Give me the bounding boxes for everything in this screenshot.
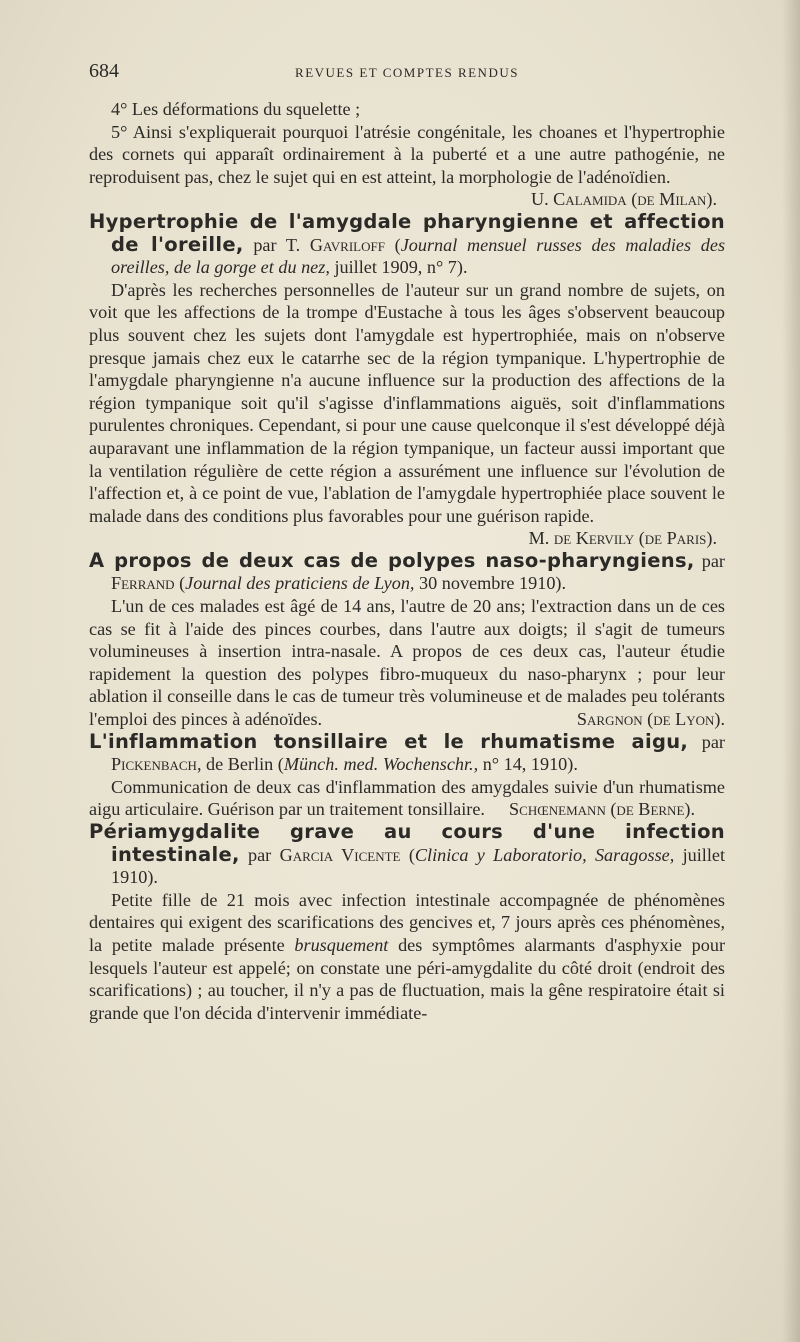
article-author-4: Garcia Vicente — [279, 844, 401, 865]
page-header — [89, 60, 725, 88]
article-journal-2: Journal des praticiens de Lyon, — [185, 573, 415, 594]
page-number: 684 — [89, 60, 119, 82]
article-heading-2 — [89, 550, 725, 595]
article-date-1: juillet 1909, n° 7). — [334, 257, 468, 278]
article-heading-4 — [89, 821, 725, 889]
ref-open-4: ( — [408, 844, 415, 865]
ref-open-3: ( — [277, 754, 284, 775]
article-par-3: par — [701, 731, 725, 752]
article-title-4: Périamygdalite grave au cours d'une infection intestinale, — [89, 820, 725, 866]
article-heading-3 — [89, 731, 725, 776]
article-body-4 — [89, 889, 725, 1025]
article-date-4: juillet 1910). — [111, 844, 726, 888]
item-4: 4° Les déformations du squelette ; — [111, 99, 361, 119]
signature-sargnon: Sargnon (de Lyon). — [576, 709, 725, 730]
article-journal-3: Münch. med. Wochenschr., — [283, 754, 479, 775]
article-author-loc-3: , de Berlin — [196, 754, 274, 775]
article-body-2-text: L'un de ces malades est âgé de 14 ans, l'autre de 20 ans; l'extraction dans un de ces cas se fit à l'aide des pinces courbes, dans l'autre aux doigts; il s'agit de tumeurs volumineuses à insertion intra-nasale. A propos de ces deux cas, l'auteur étudie rapidement la question des polypes fibro-muqueux du naso-pharynx ; pour leur ablation il conseille dans le cas de tumeur très volumineuse et de malades peu tolérants l'emploi des pinces à adénoïdes. — [89, 596, 725, 730]
article-par-1: par T. — [253, 234, 301, 255]
running-title: REVUES ET COMPTES RENDUS — [295, 65, 519, 80]
article-body-4-emphasis: brusquement — [294, 934, 389, 955]
body-text — [89, 98, 725, 1024]
article-title-2: A propos de deux cas de polypes naso-pharyngiens, — [89, 548, 695, 572]
article-body-4a: Petite fille de 21 mois avec infection intestinale accompagnée de phénomènes dentaires qui exigent des scarifications des gencives et, 7 jours après ces phénomènes, la petite malade présente — [89, 889, 725, 955]
article-body-3 — [89, 776, 725, 821]
signature-kervily: M. de Kervily (de Paris). — [528, 528, 717, 549]
article-body-1: D'après les recherches personnelles de l'auteur sur un grand nombre de sujets, on voit que les affections de la trompe d'Eustache à tous les âges s'observent beaucoup plus souvent chez les sujets dont l'amygdale est hypertrophiée, mais on n'observe presque jamais chez eux le catarrhe sec de la région tympanique. L'hypertrophie de l'amygdale pharyngienne n'a aucune influence sur la production des affections de la région tympanique soit qu'il s'agisse d'inflammations aiguës, soit d'inflammations purulentes chroniques. Cependant, si pour une cause quelconque il s'est développé déjà auparavant une inflammation de la région tympanique, un facteur aussi important que la ventilation régulière de cette région a assurément une influence sur l'évolution de l'affection et, à ce point de vue, l'ablation de l'amygdale hypertrophiée place souvent le malade dans des conditions plus favorables pour une guérison rapide. — [89, 279, 725, 526]
article-title-3: L'inflammation tonsillaire et le rhumatisme aigu, — [89, 729, 689, 753]
article-body-3-text: Communication de deux cas d'inflammation des amygdales suivie d'un rhumatisme aigu articulaire. Guérison par un traitement tonsillaire. — [89, 776, 725, 820]
article-body-2 — [89, 595, 725, 731]
page-edge-shadow — [782, 0, 800, 1342]
article-journal-1: Journal mensuel russes des maladies des oreilles, de la gorge et du nez, — [111, 234, 726, 278]
article-journal-4: Clinica y Laboratorio, Saragosse, — [414, 844, 675, 865]
article-author-2: Ferrand — [111, 573, 175, 594]
item-5: 5° Ainsi s'expliquerait pourquoi l'atrésie congénitale, les choanes et l'hypertrophie des cornets qui apparaît ordinairement à la puberté et a une autre pathogénie, ne reproduisent pas, chez le sujet qui en est atteint, la morphologie de l'adénoïdien. — [89, 121, 725, 187]
article-author-1: Gavriloff — [309, 234, 385, 255]
article-title-1: Hypertrophie de l'amygdale pharyngienne et affection de l'oreille, — [89, 209, 725, 256]
article-par-4: par — [248, 844, 272, 865]
ref-open-1: ( — [394, 234, 401, 255]
article-body-4b: des symptômes alarmants d'asphyxie pour lesquels l'auteur est appelé; on constate une péri-amygdalite du côté droit (endroit des scarifications) ; au toucher, il n'y a pas de fluctuation, mais la gêne respiratoire était si grande que l'on décida d'intervenir immédiate- — [89, 934, 726, 1023]
article-date-2: 30 novembre 1910). — [419, 573, 567, 594]
signature-calamida: U. Calamida (de Milan). — [530, 189, 717, 210]
signature-schoenemann: Schœnemann (de Berne). — [509, 799, 695, 820]
ref-open-2: ( — [179, 573, 186, 594]
article-par-2: par — [701, 550, 725, 571]
article-date-3: n° 14, 1910). — [482, 754, 578, 775]
article-heading-1 — [89, 211, 725, 279]
article-author-3: Pickenbach — [111, 754, 197, 775]
